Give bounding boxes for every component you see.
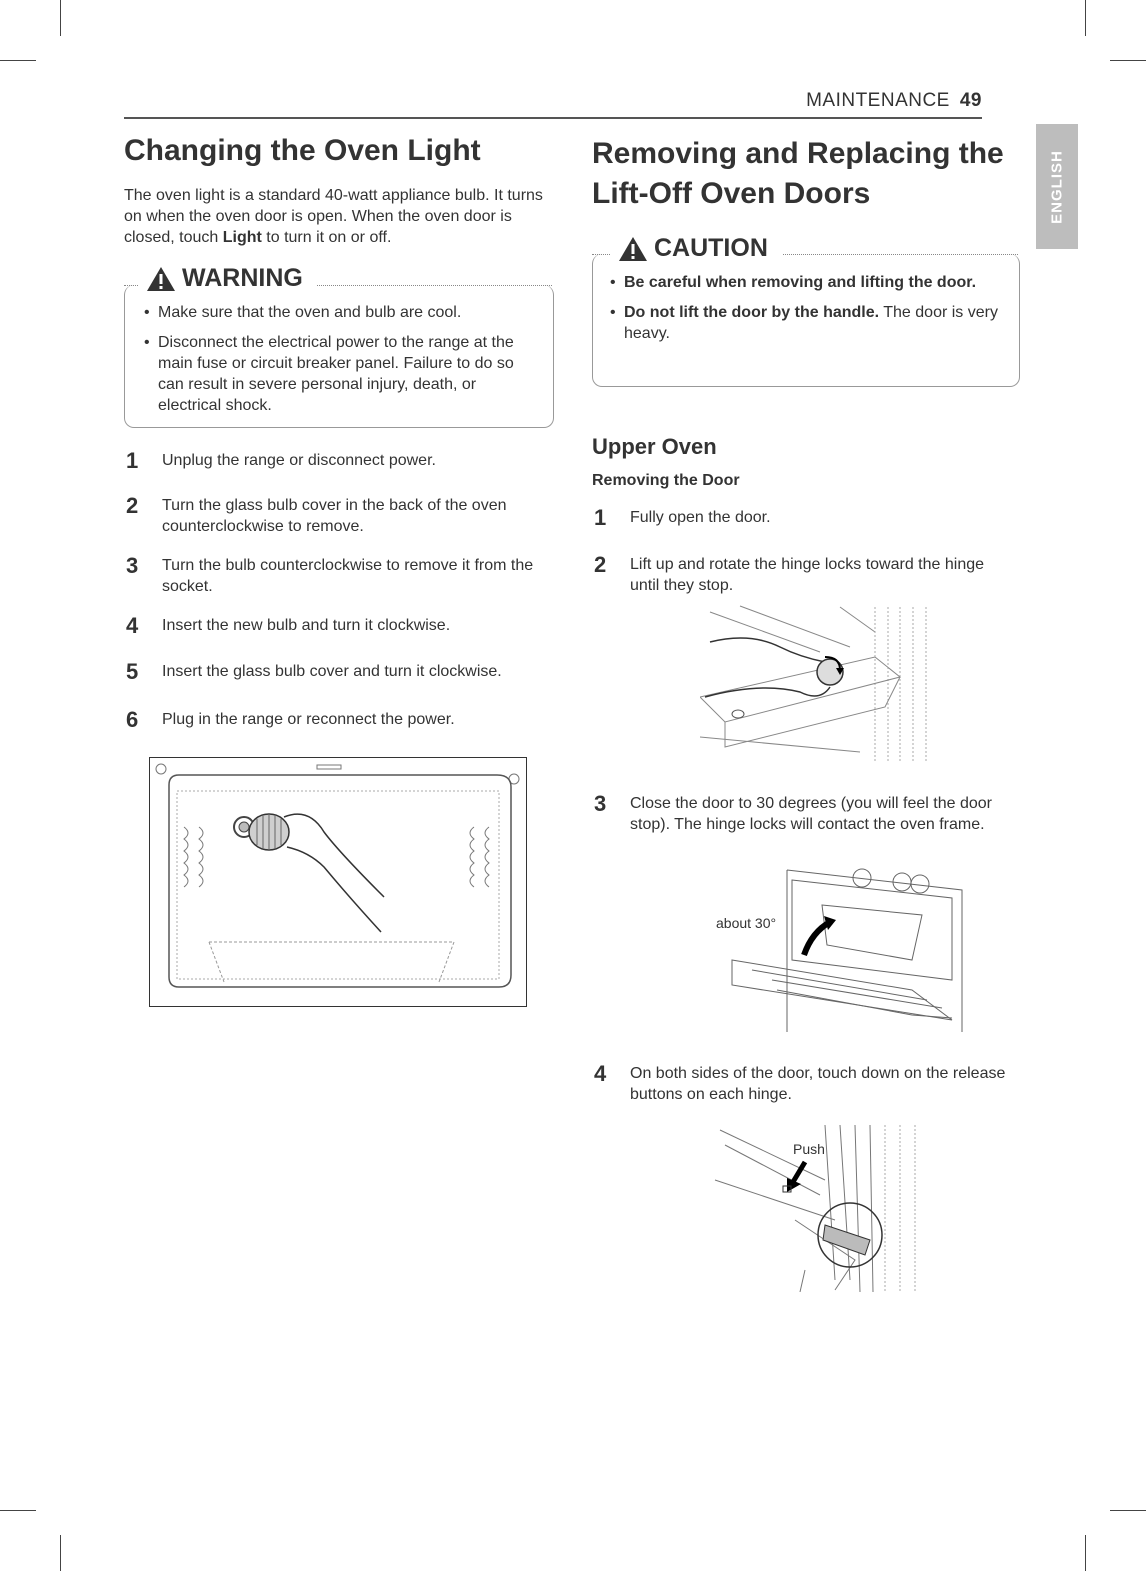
- header-rule: [124, 117, 982, 119]
- running-header: [700, 90, 982, 112]
- crop-mark: [1110, 1510, 1146, 1511]
- left-step: [126, 450, 556, 472]
- caution-item-text: The door is very heavy.: [624, 304, 998, 342]
- step-number: 3: [126, 553, 139, 578]
- step-number: 4: [126, 613, 139, 638]
- left-step: [126, 615, 556, 637]
- step-text: Insert the new bulb and turn it clockwise.: [162, 617, 451, 634]
- right-step: [594, 1063, 1014, 1105]
- crop-mark: [1085, 0, 1086, 36]
- crop-mark: [60, 1535, 61, 1571]
- step-number: 1: [594, 505, 607, 530]
- caution-title-text: CAUTION: [654, 234, 768, 262]
- intro-light-keyword: Light: [222, 229, 262, 246]
- step-text: Close the door to 30 degrees (you will feel the door stop). The hinge locks will contact the oven frame.: [630, 795, 992, 833]
- intro-text-2: to turn it on or off.: [261, 229, 392, 246]
- step-number: 5: [126, 659, 139, 684]
- step-text: Fully open the door.: [630, 509, 771, 526]
- push-label: Push: [793, 1141, 825, 1157]
- caution-icon: [618, 236, 648, 262]
- step-text: Insert the glass bulb cover and turn it clockwise.: [162, 663, 502, 680]
- step-text: Unplug the range or disconnect power.: [162, 452, 436, 469]
- language-tab: [1036, 124, 1078, 249]
- step-number: 6: [126, 707, 139, 732]
- warning-item: • Disconnect the electrical power to the range at the main fuse or circuit breaker panel. Failure to do so can result in severe personal injury, death, or electrical shock.: [142, 332, 538, 416]
- crop-mark: [0, 60, 36, 61]
- caution-item-bold: Do not lift the door by the handle.: [624, 304, 880, 321]
- oven-interior-illustration: [149, 757, 527, 1007]
- warning-list: [142, 302, 538, 425]
- caution-title: [610, 234, 782, 263]
- warning-title-text: WARNING: [182, 264, 303, 292]
- right-step: [594, 507, 1014, 529]
- caution-item: [608, 272, 1000, 293]
- warning-item: • Make sure that the oven and bulb are cool.: [142, 302, 538, 323]
- caution-item: [608, 302, 1000, 344]
- caution-item-bold: Be careful when removing and lifting the door.: [624, 274, 977, 291]
- left-step: [126, 661, 556, 683]
- section-name: MAINTENANCE: [806, 90, 950, 111]
- step-text: Plug in the range or reconnect the power.: [162, 711, 455, 728]
- language-tab-label: ENGLISH: [1048, 149, 1066, 224]
- left-step: [126, 555, 556, 597]
- warning-icon: [146, 266, 176, 292]
- step-number: 2: [594, 552, 607, 577]
- step-number: 1: [126, 448, 139, 473]
- page-number: 49: [959, 90, 982, 111]
- step-text: Turn the bulb counterclockwise to remove it from the socket.: [162, 557, 534, 595]
- angle-label: about 30°: [716, 915, 777, 931]
- left-step: [126, 495, 556, 537]
- hinge-lock-illustration: [700, 602, 940, 767]
- release-button-illustration: [705, 1120, 930, 1292]
- right-step: [594, 793, 1014, 835]
- right-section-title: Removing and Replacing the Lift-Off Oven Doors: [592, 137, 1004, 210]
- caution-list: [608, 272, 1000, 353]
- right-step: [594, 554, 1014, 596]
- step-number: 4: [594, 1061, 607, 1086]
- crop-mark: [1110, 60, 1146, 61]
- crop-mark: [1085, 1535, 1086, 1571]
- left-section-title: Changing the Oven Light: [124, 134, 481, 167]
- subsection-title: Upper Oven: [592, 434, 717, 459]
- step-number: 2: [126, 493, 139, 518]
- left-intro: [124, 185, 554, 248]
- step-text: On both sides of the door, touch down on the release buttons on each hinge.: [630, 1065, 1006, 1103]
- crop-mark: [60, 0, 61, 36]
- intro-text-1: The oven light is a standard 40-watt appliance bulb. It turns on when the oven door is open. When the oven door is closed, touch: [124, 187, 543, 246]
- left-step: [126, 709, 556, 731]
- door-angle-illustration: [712, 860, 972, 1032]
- step-number: 3: [594, 791, 607, 816]
- step-text: Lift up and rotate the hinge locks toward the hinge until they stop.: [630, 556, 985, 594]
- step-text: Turn the glass bulb cover in the back of the oven counterclockwise to remove.: [162, 497, 507, 535]
- subheading: Removing the Door: [592, 472, 740, 489]
- crop-mark: [0, 1510, 36, 1511]
- warning-title: [138, 264, 317, 293]
